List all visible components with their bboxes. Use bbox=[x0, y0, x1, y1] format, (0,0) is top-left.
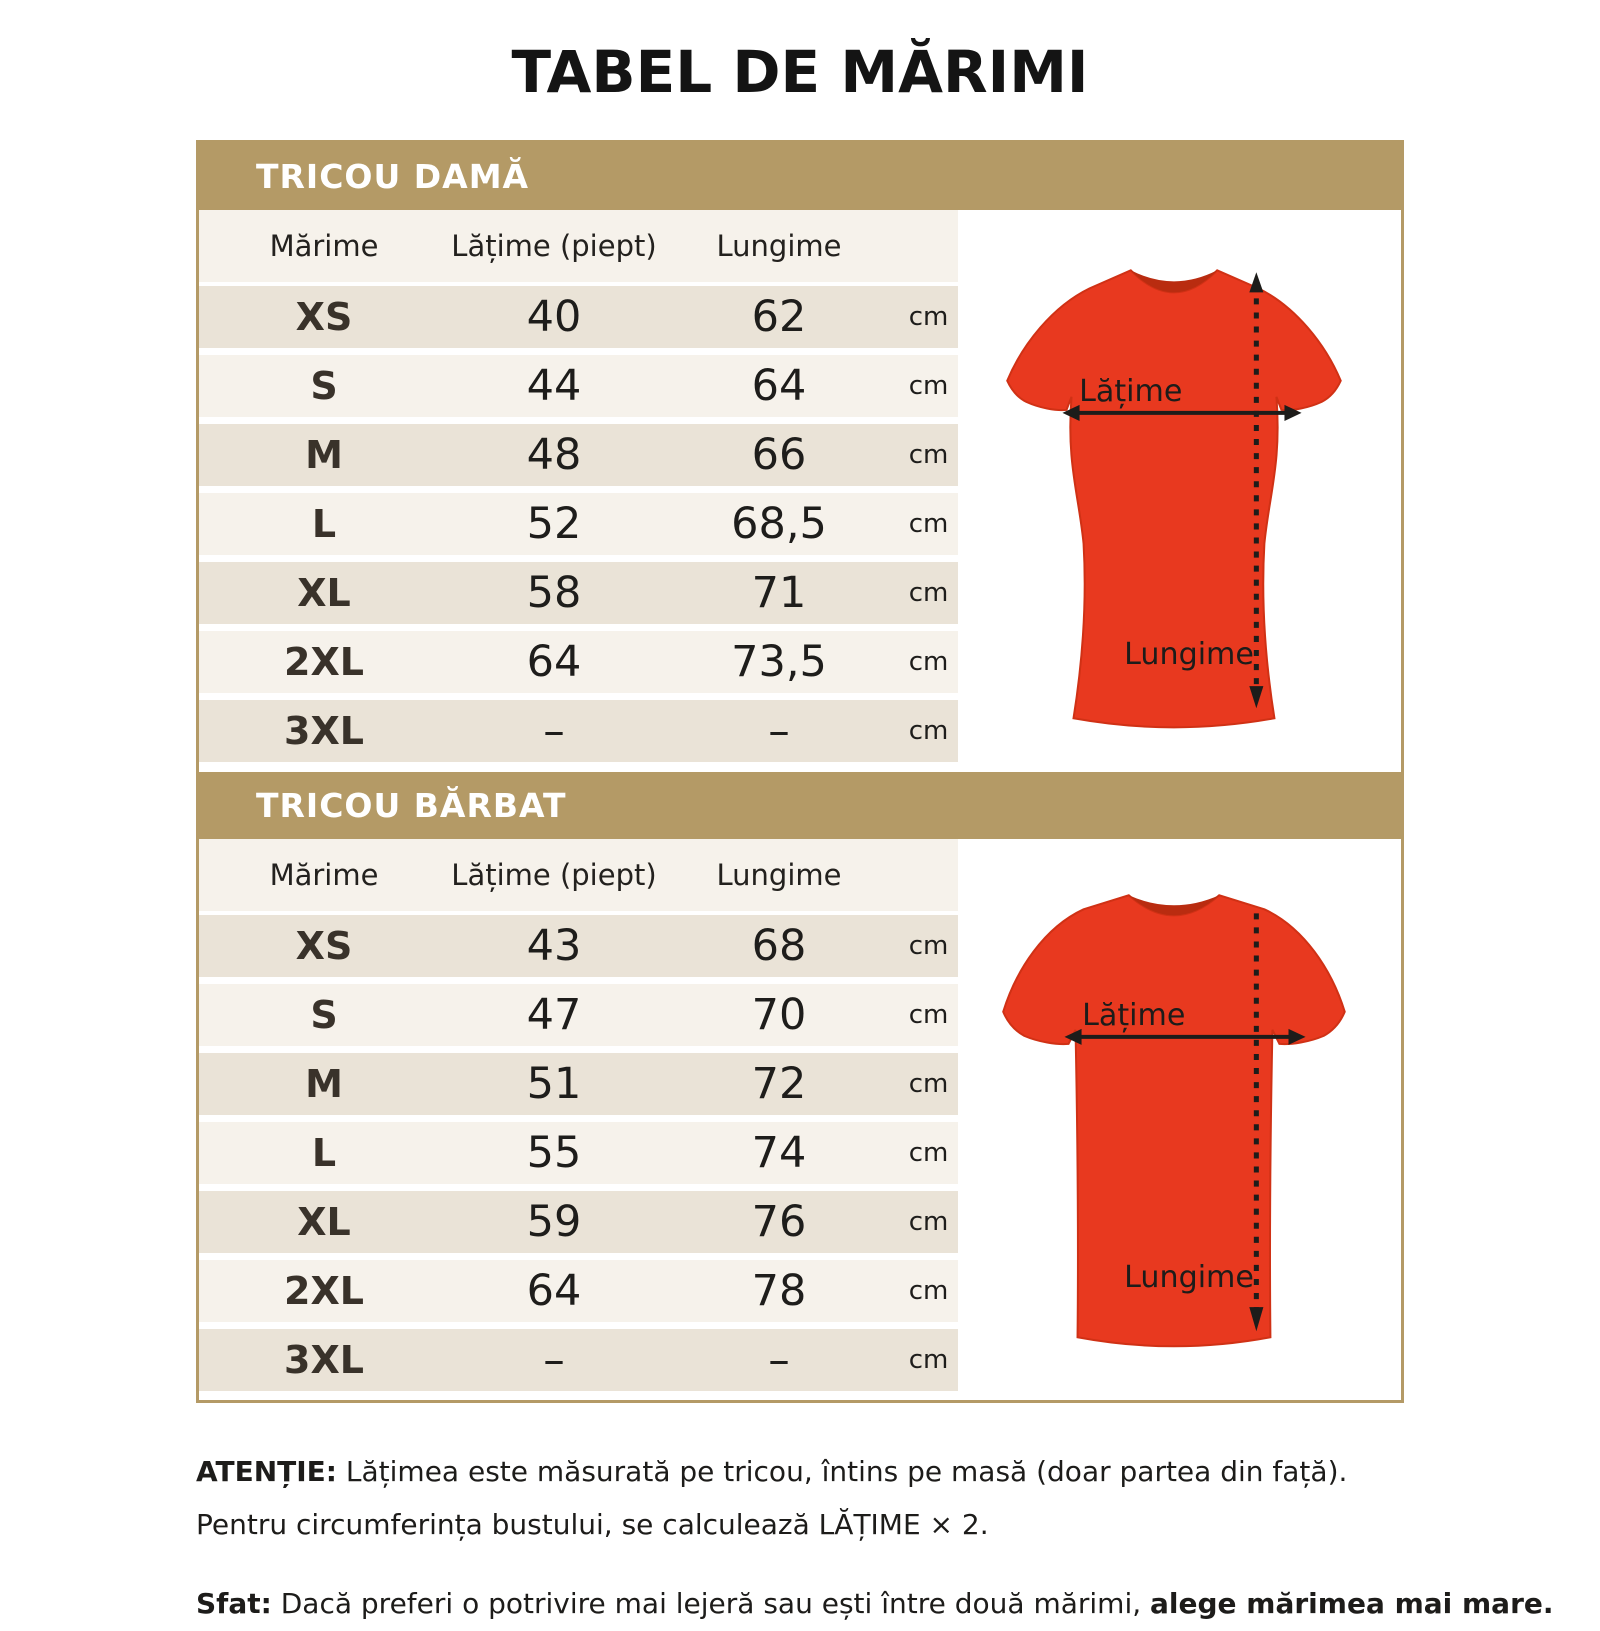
table-row bbox=[199, 355, 958, 417]
width-cell: 64 bbox=[526, 1265, 582, 1316]
width-cell: 52 bbox=[526, 499, 582, 549]
size-cell: 3XL bbox=[284, 709, 364, 753]
unit-cell: cm bbox=[908, 302, 949, 332]
table-row bbox=[199, 562, 958, 624]
tip-bold: alege mărimea mai mare. bbox=[1150, 1587, 1554, 1621]
width-cell: 51 bbox=[526, 1058, 582, 1109]
tip-text: Dacă preferi o potrivire mai lejeră sau ești între două mărimi, bbox=[271, 1587, 1151, 1621]
table-row bbox=[199, 424, 958, 486]
unit-cell: cm bbox=[908, 578, 949, 608]
length-cell: 73,5 bbox=[731, 637, 827, 687]
width-label: Lățime bbox=[1082, 997, 1186, 1033]
width-cell: – bbox=[543, 1334, 565, 1385]
length-cell: 70 bbox=[751, 989, 807, 1040]
unit-cell: cm bbox=[908, 440, 949, 470]
section-header-women bbox=[199, 143, 1401, 210]
length-cell: 71 bbox=[751, 568, 807, 618]
unit-cell: cm bbox=[908, 647, 949, 677]
table-row bbox=[199, 700, 958, 762]
length-cell: 74 bbox=[751, 1127, 807, 1178]
table-row bbox=[199, 1191, 958, 1253]
attention-note bbox=[196, 1445, 1600, 1551]
unit-cell: cm bbox=[908, 1068, 949, 1099]
size-chart-box bbox=[196, 140, 1404, 1403]
unit-cell: cm bbox=[908, 509, 949, 539]
unit-cell: cm bbox=[908, 930, 949, 961]
table-row bbox=[199, 1329, 958, 1391]
unit-cell: cm bbox=[908, 1206, 949, 1237]
attention-line2: Pentru circumferința bustului, se calculează LĂȚIME × 2. bbox=[196, 1508, 989, 1542]
length-cell: 76 bbox=[751, 1196, 807, 1247]
length-cell: 78 bbox=[751, 1265, 807, 1316]
section-title-men: TRICOU BĂRBAT bbox=[256, 785, 567, 825]
table-row bbox=[199, 1053, 958, 1115]
attention-label: ATENȚIE: bbox=[196, 1455, 337, 1489]
length-cell: 72 bbox=[751, 1058, 807, 1109]
men-table-header bbox=[199, 839, 958, 911]
column-header-size: Mărime bbox=[269, 229, 379, 263]
section-title-women: TRICOU DAMĂ bbox=[256, 157, 530, 196]
size-cell: 2XL bbox=[284, 640, 364, 684]
size-cell: S bbox=[310, 992, 338, 1037]
women-size-table bbox=[199, 210, 958, 772]
footnotes bbox=[196, 1445, 1600, 1631]
table-row bbox=[199, 493, 958, 555]
size-cell: L bbox=[311, 1130, 337, 1175]
table-row bbox=[199, 915, 958, 977]
women-table-header bbox=[199, 210, 958, 282]
column-header-width: Lățime (piept) bbox=[451, 857, 657, 892]
men-tshirt-diagram bbox=[958, 839, 1401, 1401]
men-tshirt-figure bbox=[958, 839, 1401, 1401]
column-header-width: Lățime (piept) bbox=[451, 229, 657, 263]
size-cell: 2XL bbox=[284, 1268, 364, 1313]
width-cell: 48 bbox=[526, 430, 582, 480]
size-cell: XS bbox=[295, 923, 353, 968]
width-cell: 47 bbox=[526, 989, 582, 1040]
tip-label: Sfat: bbox=[196, 1587, 272, 1621]
table-row bbox=[199, 286, 958, 348]
unit-cell: cm bbox=[908, 1137, 949, 1168]
width-cell: – bbox=[543, 706, 565, 756]
page-title: TABEL DE MĂRIMI bbox=[511, 38, 1089, 106]
length-label: Lungime bbox=[1124, 637, 1254, 673]
width-cell: 59 bbox=[526, 1196, 582, 1247]
table-row bbox=[199, 1260, 958, 1322]
men-size-table bbox=[199, 839, 958, 1401]
table-row bbox=[199, 1122, 958, 1184]
size-cell: XL bbox=[297, 1199, 351, 1244]
length-cell: – bbox=[768, 1334, 790, 1385]
length-arrow-top bbox=[1249, 272, 1263, 292]
unit-cell: cm bbox=[908, 999, 949, 1030]
size-cell: M bbox=[305, 433, 343, 477]
size-cell: XL bbox=[297, 571, 351, 615]
section-body-women bbox=[199, 210, 1401, 772]
width-cell: 44 bbox=[526, 361, 582, 411]
size-cell: 3XL bbox=[284, 1337, 364, 1382]
size-cell: L bbox=[311, 502, 337, 546]
table-row bbox=[199, 631, 958, 693]
size-cell: S bbox=[310, 364, 338, 408]
column-header-size: Mărime bbox=[269, 857, 379, 892]
length-cell: 64 bbox=[751, 361, 807, 411]
column-header-length: Lungime bbox=[716, 857, 842, 892]
unit-cell: cm bbox=[908, 371, 949, 401]
women-tshirt-figure bbox=[958, 210, 1401, 772]
length-cell: 68,5 bbox=[731, 499, 827, 549]
attention-text: Lățimea este măsurată pe tricou, întins pe masă (doar partea din față). bbox=[337, 1455, 1348, 1489]
column-header-length: Lungime bbox=[716, 229, 842, 263]
tip-note bbox=[196, 1577, 1600, 1630]
width-cell: 55 bbox=[526, 1127, 582, 1178]
size-cell: M bbox=[305, 1061, 343, 1106]
unit-cell: cm bbox=[908, 716, 949, 746]
length-cell: – bbox=[768, 706, 790, 756]
women-tshirt-diagram bbox=[958, 210, 1401, 772]
width-cell: 43 bbox=[526, 920, 582, 971]
unit-cell: cm bbox=[908, 1344, 949, 1375]
width-cell: 40 bbox=[526, 292, 582, 342]
length-cell: 62 bbox=[751, 292, 807, 342]
width-label: Lățime bbox=[1079, 373, 1183, 409]
table-row bbox=[199, 984, 958, 1046]
section-header-men bbox=[199, 772, 1401, 839]
unit-cell: cm bbox=[908, 1275, 949, 1306]
length-cell: 68 bbox=[751, 920, 807, 971]
width-cell: 64 bbox=[526, 637, 582, 687]
section-body-men bbox=[199, 839, 1401, 1401]
size-cell: XS bbox=[295, 295, 353, 339]
length-cell: 66 bbox=[751, 430, 807, 480]
width-cell: 58 bbox=[526, 568, 582, 618]
length-label: Lungime bbox=[1124, 1259, 1254, 1295]
